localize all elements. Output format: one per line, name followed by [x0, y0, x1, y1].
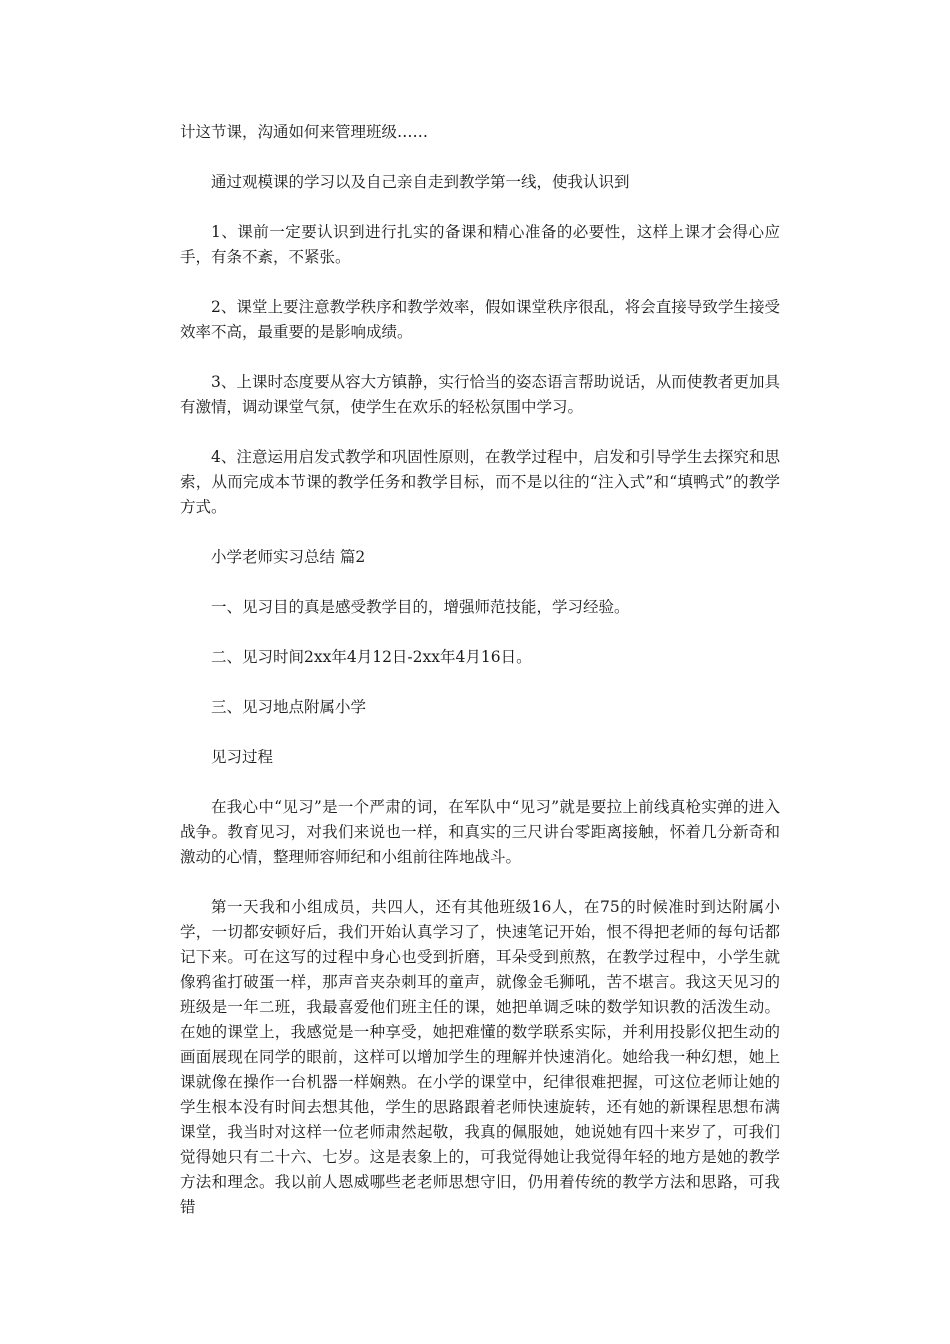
paragraph-purpose: 一、见习目的真是感受教学目的，增强师范技能，学习经验。: [211, 598, 630, 616]
paragraph-time: 二、见习时间2xx年4月12日-2xx年4月16日。: [211, 648, 532, 666]
paragraph-first-day: 第一天我和小组成员，共四人，还有其他班级16人，在75的时候准时到达附属小学，一切都安顿好后，我们开始认真学习了，快速笔记开始，恨不得把老师的每句话都记下来。可在这写的过程中身心也受到折磨，耳朵受到煎熬，在教学过程中，小学生就像鸦雀打破蛋一样，那声音夹杂刺耳的童声，就像金毛狮吼，苦不堪言。我这天见习的班级是一年二班，我最喜爱他们班主任的课，她把单调乏味的数学知识教的活泼生动。在她的课堂上，我感觉是一种享受，她把难懂的数学联系实际，并利用投影仪把生动的画面展现在同学的眼前，这样可以增加学生的理解并快速消化。她给我一种幻想，她上课就像在操作一台机器一样娴熟。在小学的课堂中，纪律很难把握，可这位老师让她的学生根本没有时间去想其他，学生的思路跟着老师快速旋转，还有她的新课程思想布满课堂，我当时对这样一位老师肃然起敬，我真的佩服她，她说她有四十来岁了，可我们觉得她只有二十六、七岁。这是表象上的，可我觉得她让我觉得年轻的地方是她的教学方法和理念。我以前人恩威哪些老老师思想守旧，仍用着传统的教学方法和思路，可我错: [180, 898, 780, 1216]
paragraph-point-4: 4、注意运用启发式教学和巩固性原则，在教学过程中，启发和引导学生去探究和思索，从而完成本节课的教学任务和教学目标，而不是以往的“注入式”和“填鸭式”的教学方式。: [180, 448, 780, 516]
document-body: [180, 120, 780, 1220]
paragraph-reflection: 在我心中“见习”是一个严肃的词，在军队中“见习”就是要拉上前线真枪实弹的进入战争。教育见习，对我们来说也一样，和真实的三尺讲台零距离接触，怀着几分新奇和激动的心情，整理师容师纪和小组前往阵地战斗。: [180, 798, 780, 866]
section-title: 小学老师实习总结 篇2: [211, 548, 366, 566]
paragraph-point-3: 3、上课时态度要从容大方镇静，实行恰当的姿态语言帮助说话，从而使教者更加具有激情，调动课堂气氛，使学生在欢乐的轻松氛围中学习。: [180, 373, 780, 416]
paragraph-point-1: 1、课前一定要认识到进行扎实的备课和精心准备的必要性，这样上课才会得心应手，有条不紊，不紧张。: [180, 223, 780, 266]
paragraph-continuation: 计这节课，沟通如何来管理班级……: [180, 123, 429, 141]
paragraph-intro: 通过观模课的学习以及自己亲自走到教学第一线，使我认识到: [211, 173, 630, 191]
paragraph-location: 三、见习地点附属小学: [211, 698, 367, 716]
paragraph-point-2: 2、课堂上要注意教学秩序和教学效率，假如课堂秩序很乱，将会直接导致学生接受效率不高，最重要的是影响成绩。: [180, 298, 780, 341]
subsection-title: 见习过程: [211, 748, 274, 766]
